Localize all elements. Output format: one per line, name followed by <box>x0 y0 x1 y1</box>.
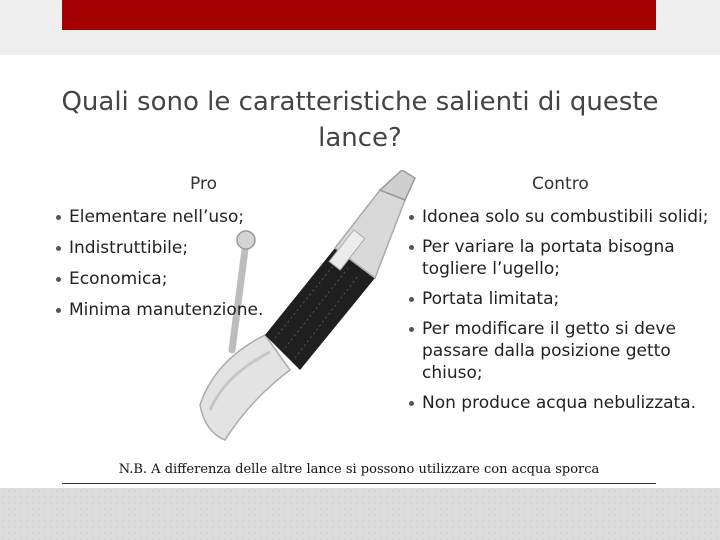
contro-list <box>408 206 713 422</box>
list-item: Indistruttibile; <box>55 237 315 259</box>
list-item: Per variare la portata bisogna togliere l’ugello; <box>408 236 713 280</box>
list-item: Per modificare il getto si deve passare dalla posizione getto chiuso; <box>408 318 713 384</box>
footer-pattern <box>0 488 720 540</box>
list-item: Minima manutenzione. <box>55 299 315 321</box>
header-accent-bar <box>62 0 656 30</box>
list-item: Non produce acqua nebulizzata. <box>408 392 713 414</box>
pro-list <box>55 206 315 330</box>
footnote: N.B. A differenza delle altre lance si possono utilizzare con acqua sporca <box>62 462 656 484</box>
list-item: Elementare nell’uso; <box>55 206 315 228</box>
pro-heading: Pro <box>190 174 217 194</box>
list-item: Economica; <box>55 268 315 290</box>
list-item: Portata limitata; <box>408 288 713 310</box>
contro-heading: Contro <box>532 174 589 194</box>
list-item: Idonea solo su combustibili solidi; <box>408 206 713 228</box>
slide-title: Quali sono le caratteristiche salienti di queste lance? <box>61 87 659 153</box>
